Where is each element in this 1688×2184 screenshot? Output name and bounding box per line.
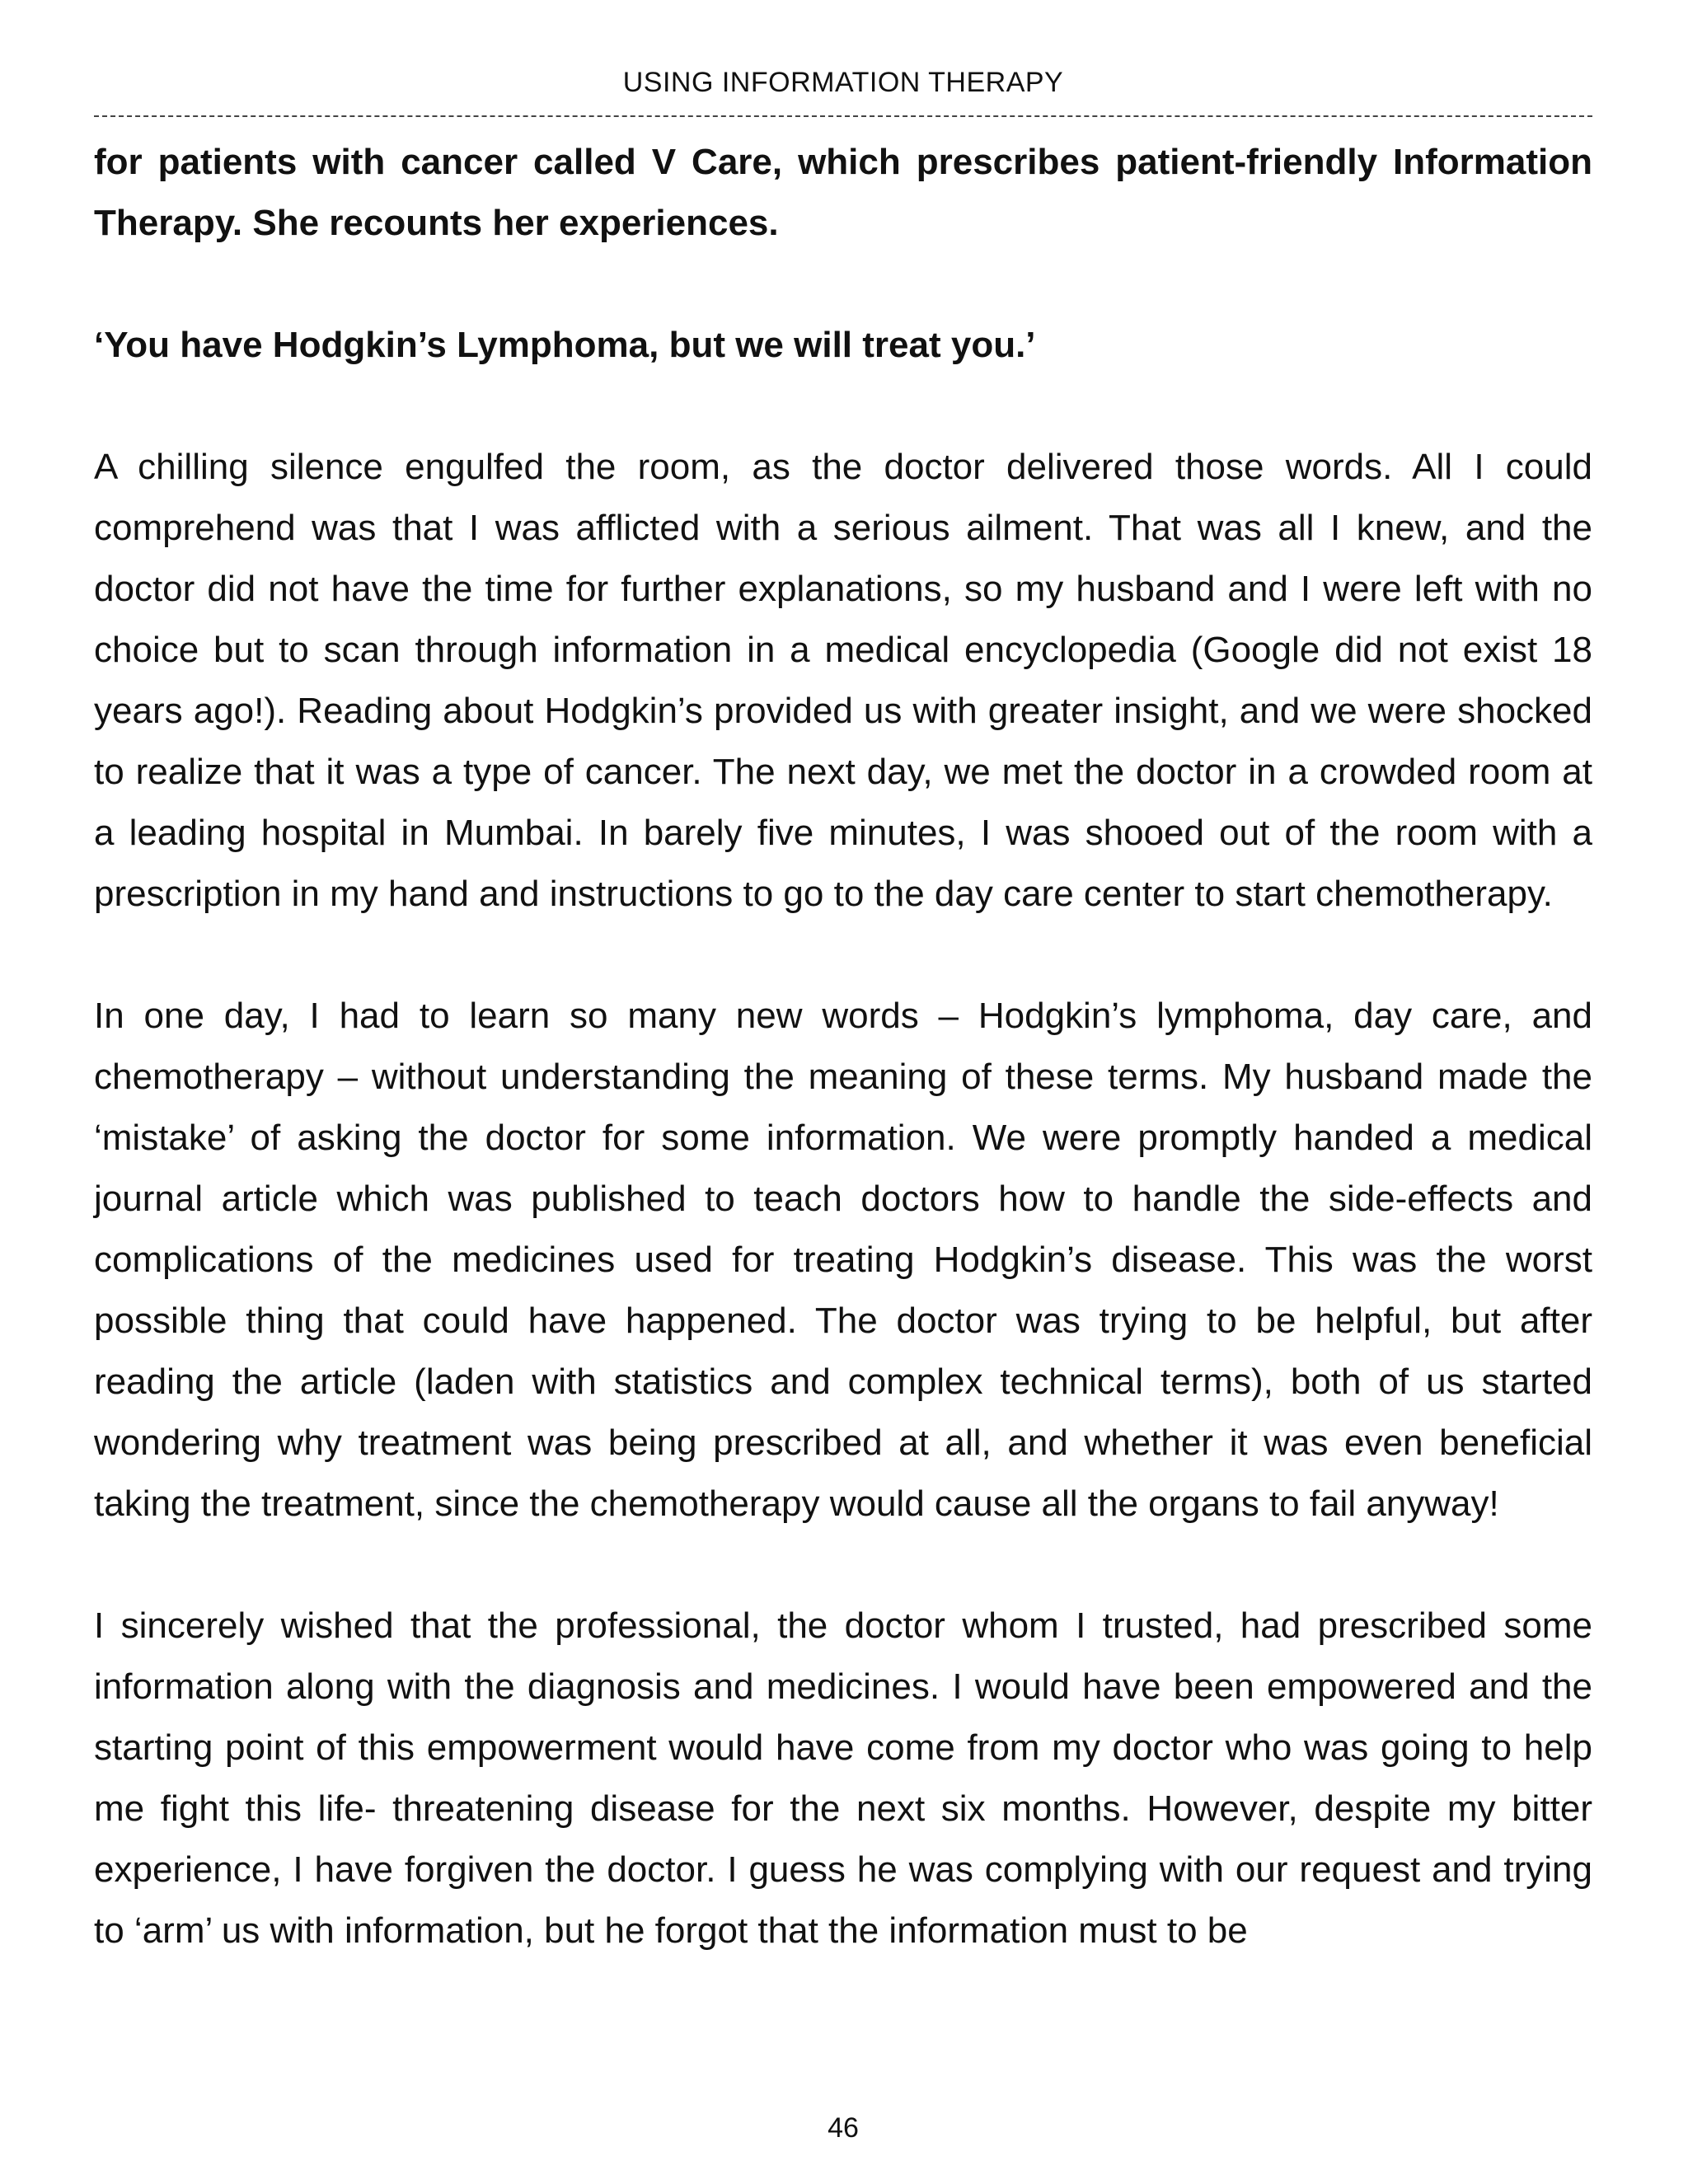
paragraph-gap	[94, 1535, 1592, 1596]
paragraph-gap	[94, 925, 1592, 986]
intro-paragraph: for patients with cancer called V Care, which prescribes patient-friendly Information Therapy. She recounts her experiences.	[94, 142, 1592, 243]
quote-heading: ‘You have Hodgkin’s Lymphoma, but we will treat you.’	[94, 325, 1036, 365]
paragraph-gap	[94, 254, 1592, 315]
body-paragraph-1: A chilling silence engulfed the room, as the doctor delivered those words. All I could comprehend was that I was afflicted with a serious ailment. That was all I knew, and the doctor did not have the time for further explanations, so my husband and I were left with no choice but to scan through information in a medical encyclopedia (Google did not exist 18 years ago!). Reading about Hodgkin’s provided us with greater insight, and we were shocked to realize that it was a type of cancer. The next day, we met the doctor in a crowded room at a leading hospital in Mumbai. In barely five minutes, I was shooed out of the room with a prescription in my hand and instructions to go to the day care center to start chemotherapy.	[94, 447, 1592, 914]
page-body	[94, 132, 1592, 1961]
page-number: 46	[828, 2112, 859, 2144]
paragraph-gap	[94, 376, 1592, 437]
body-paragraph-3: I sincerely wished that the professional, the doctor whom I trusted, had prescribed some information along with the diagnosis and medicines. I would have been empowered and the starting point of this empowerment would have come from my doctor who was going to help me fight this life- threatening disease for the next six months. However, despite my bitter experience, I have forgiven the doctor. I guess he was complying with our request and trying to ‘arm’ us with information, but he forgot that the information must to be	[94, 1605, 1592, 1951]
body-paragraph-2: In one day, I had to learn so many new words – Hodgkin’s lymphoma, day care, and chemotherapy – without understanding the meaning of these terms. My husband made the ‘mistake’ of asking the doctor for some information. We were promptly handed a medical journal article which was published to teach doctors how to handle the side-effects and complications of the medicines used for treating Hodgkin’s disease. This was the worst possible thing that could have happened. The doctor was trying to be helpful, but after reading the article (laden with statistics and complex technical terms), both of us started wondering why treatment was being prescribed at all, and whether it was even beneficial taking the treatment, since the chemotherapy would cause all the organs to fail anyway!	[94, 996, 1592, 1524]
running-header: USING INFORMATION THERAPY	[622, 67, 1064, 98]
header-divider	[94, 115, 1592, 117]
